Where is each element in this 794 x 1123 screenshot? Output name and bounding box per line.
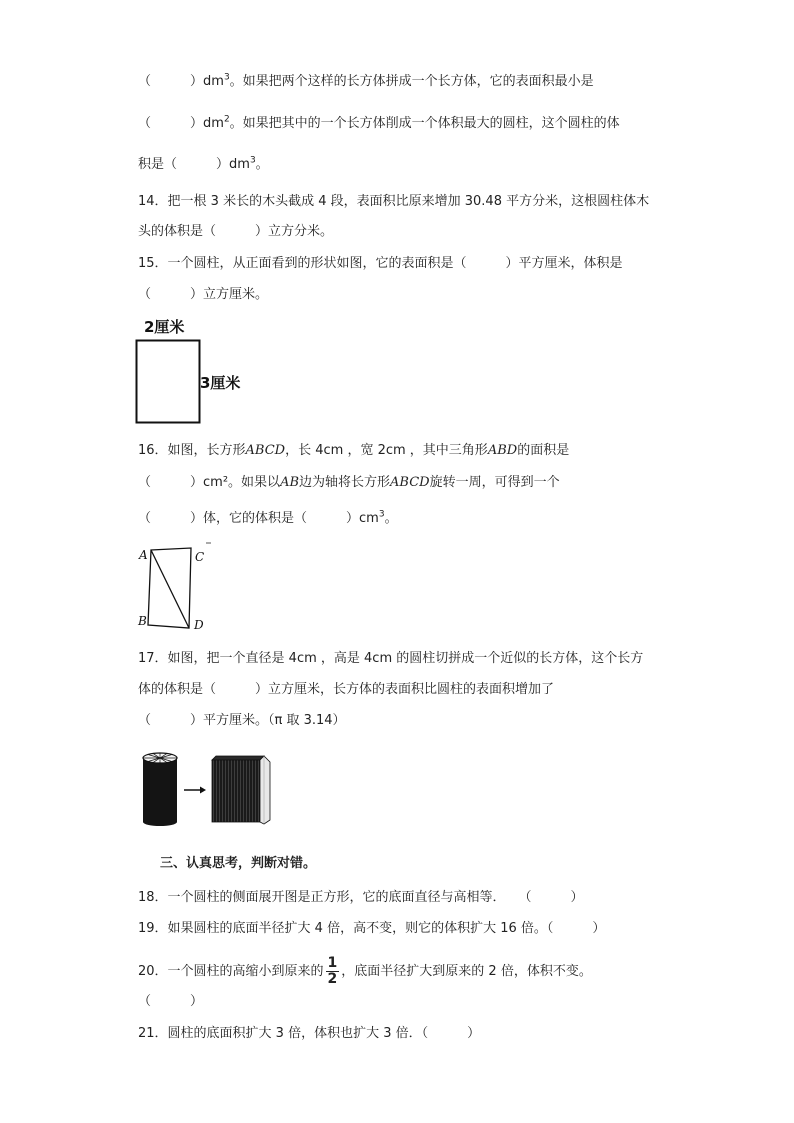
q13-line3: 积是（ ）$dm^3$。 — [138, 155, 269, 172]
q20-line2[interactable]: （ ） — [138, 994, 204, 1009]
figure-top-label: 2厘米 — [144, 318, 185, 336]
q17-line3: （ ）平方厘米。（π 取 3.14） — [138, 713, 346, 728]
q16-figure — [136, 540, 216, 636]
q15-line1: 15．一个圆柱，从正面看到的形状如图，它的表面积是（ ）平方厘米，体积是 — [138, 256, 623, 271]
q16-line3: （ ）体，它的体积是（ ）$cm^3$。 — [138, 509, 398, 526]
q18: 18．一个圆柱的侧面展开图是正方形，它的底面直径与高相等． （ ） — [138, 890, 584, 905]
figure-side-label: 3厘米 — [200, 374, 241, 392]
q17-line1: 17．如图，把一个直径是 4cm ，高是 4cm 的圆柱切拼成一个近似的长方体，这个长方 — [138, 651, 644, 666]
q17-figure — [140, 750, 280, 828]
section-3-title: 三、认真思考，判断对错。 — [160, 856, 317, 871]
answer-blank[interactable]: （ ） — [138, 74, 204, 89]
cylinder-front-view — [132, 316, 262, 428]
q13-line2: （ ）$dm^2$。如果把其中的一个长方体削成一个体积最大的圆柱，这个圆柱的体 — [138, 114, 620, 131]
fraction-one-half: $\frac{1}{2}$ — [327, 955, 338, 987]
point-c-label: C — [195, 550, 205, 564]
q15-figure — [132, 316, 262, 428]
q15-line2: （ ）立方厘米。 — [138, 287, 269, 302]
point-d-label: D — [194, 618, 204, 632]
point-b-label: B — [138, 614, 147, 628]
answer-blank[interactable]: （ ） — [138, 116, 204, 131]
q14-line2: 头的体积是（ ）立方分米。 — [138, 224, 334, 239]
q14-line1: 14．把一根 3 米长的木头截成 4 段，表面积比原来增加 30.48 平方分米，这根圆柱体木 — [138, 194, 650, 209]
point-a-label: A — [139, 548, 148, 562]
q19: 19．如果圆柱的底面半径扩大 4 倍，高不变，则它的体积扩大 16 倍。（ ） — [138, 921, 606, 936]
cylinder-to-cuboid-diagram — [140, 750, 280, 828]
q16-line1: 16．如图，长方形ABCD，长 4cm ，宽 2cm ，其中三角形ABD的面积是 — [138, 443, 570, 458]
q17-line2: 体的体积是（ ）立方厘米，长方体的表面积比圆柱的表面积增加了 — [138, 682, 555, 697]
q21: 21．圆柱的底面积扩大 3 倍，体积也扩大 3 倍．（ ） — [138, 1026, 481, 1041]
q20-line1: 20．一个圆柱的高缩小到原来的 $\frac{1}{2}$ ，底面半径扩大到原来的 2 倍，体积不变。 — [138, 955, 592, 987]
answer-blank[interactable]: （ ） — [138, 475, 204, 490]
q13-line1: （ ）$dm^3$。如果把两个这样的长方体拼成一个长方体，它的表面积最小是 — [138, 72, 594, 89]
q16-line2: （ ）cm²。如果以AB边为轴将长方形ABCD旋转一周，可得到一个 — [138, 475, 560, 490]
